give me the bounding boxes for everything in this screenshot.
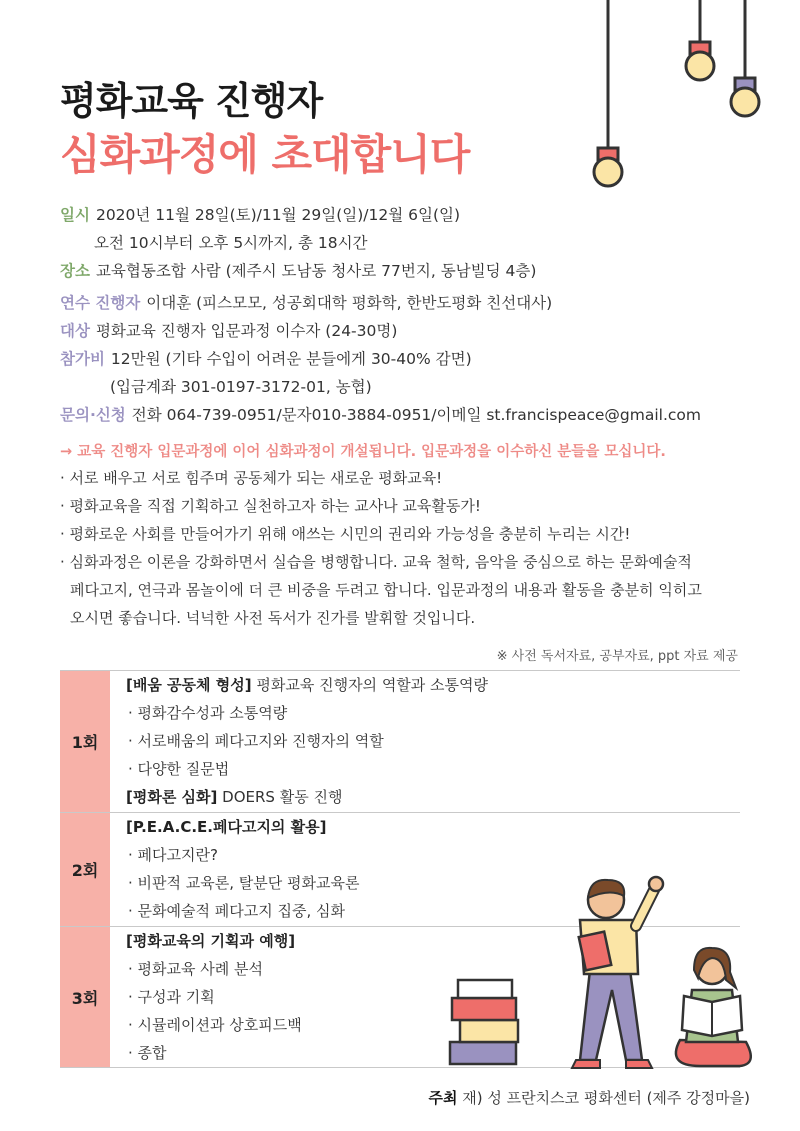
materials-note: ※ 사전 독서자료, 공부자료, ppt 자료 제공 — [496, 649, 738, 664]
title-line-2: 심화과정에 초대합니다 — [60, 130, 470, 179]
info-fee-account: (입금계좌 301-0197-3172-01, 농협) — [110, 378, 372, 396]
session-heading-rest: 평화교육 진행자의 역할과 소통역량 — [251, 676, 489, 694]
session-row-1 — [60, 670, 740, 812]
session-item: · 다양한 질문법 — [128, 760, 230, 778]
info-facilitator — [60, 291, 552, 313]
session-heading-bold: [P.E.A.C.E.페다고지의 활용] — [126, 818, 327, 836]
host-line — [429, 1087, 751, 1108]
session-extra-rest: DOERS 활동 진행 — [217, 788, 343, 806]
session-item: · 비판적 교육론, 탈분단 평화교육론 — [128, 874, 360, 892]
session-heading — [126, 671, 488, 699]
info-contact — [60, 403, 701, 425]
session-item: · 평화감수성과 소통역량 — [128, 704, 288, 722]
host-label: 주최 — [428, 1089, 458, 1107]
book-stack-icon — [450, 980, 518, 1064]
facilitator-label: 연수 진행자 — [60, 294, 141, 312]
session-item: · 종합 — [128, 1044, 167, 1062]
session-heading-bold: [평화교육의 기획과 예행] — [126, 932, 296, 950]
session-item: · 문화예술적 페다고지 집중, 심화 — [128, 902, 345, 920]
session-heading — [126, 927, 302, 955]
info-target — [60, 319, 397, 341]
reading-girl-icon — [676, 948, 751, 1066]
bullet-item-continued: 페다고지, 연극과 몸놀이에 더 큰 비중을 두려고 합니다. 입문과정의 내용과 활동을 충분히 익히고 — [70, 581, 702, 599]
session-item: · 평화교육 사례 분석 — [128, 960, 263, 978]
session-content — [126, 927, 302, 1067]
host-value: 재) 성 프란치스코 평화센터 (제주 강정마을) — [462, 1089, 750, 1107]
bullet-item: · 평화로운 사회를 만들어가기 위해 애쓰는 시민의 권리와 가능성을 충분히 누리는 시간! — [60, 525, 631, 543]
session-extra — [126, 783, 488, 811]
hanging-lamps-illustration — [570, 0, 770, 200]
place-value: 교육협동조합 사람 (제주시 도남동 청사로 77번지, 동남빌딩 4층) — [95, 262, 537, 280]
session-content — [126, 671, 488, 811]
session-extra-bold: [평화론 심화] — [126, 788, 218, 806]
session-label: 3회 — [60, 927, 110, 1067]
info-time: 오전 10시부터 오후 5시까지, 총 18시간 — [94, 234, 368, 252]
session-item: · 서로배움의 페다고지와 진행자의 역할 — [128, 732, 384, 750]
session-label: 1회 — [60, 671, 110, 812]
session-content — [126, 813, 359, 925]
target-label: 대상 — [60, 322, 90, 340]
session-heading-bold: [배움 공동체 형성] — [126, 676, 252, 694]
title-line-1: 평화교육 진행자 — [60, 79, 323, 123]
contact-label: 문의·신청 — [60, 406, 126, 424]
date-value: 2020년 11월 28일(토)/11월 29일(일)/12월 6일(일) — [95, 206, 461, 224]
books-and-people-illustration — [440, 870, 760, 1070]
date-label: 일시 — [60, 206, 90, 224]
place-label: 장소 — [60, 262, 90, 280]
info-place — [60, 259, 536, 281]
session-heading — [126, 813, 359, 841]
contact-value: 전화 064-739-0951/문자010-3884-0951/이메일 st.francispeace@gmail.com — [131, 406, 702, 424]
notice-text: → 교육 진행자 입문과정에 이어 심화과정이 개설됩니다. 입문과정을 이수하신 분들을 모십니다. — [60, 444, 666, 460]
info-fee — [60, 347, 472, 369]
bullet-item: · 서로 배우고 서로 힘주며 공동체가 되는 새로운 평화교육! — [60, 469, 443, 487]
teacher-figure-icon — [572, 877, 663, 1068]
bullet-item: · 평화교육을 직접 기획하고 실천하고자 하는 교사나 교육활동가! — [60, 497, 481, 515]
facilitator-value: 이대훈 (피스모모, 성공회대학 평화학, 한반도평화 친선대사) — [146, 294, 553, 312]
fee-value: 12만원 (기타 수입이 어려운 분들에게 30-40% 감면) — [110, 350, 472, 368]
bullet-item: · 심화과정은 이론을 강화하면서 실습을 병행합니다. 교육 철학, 음악을 중심으로 하는 문화예술적 — [60, 553, 692, 571]
session-item: · 구성과 기획 — [128, 988, 215, 1006]
info-date — [60, 203, 460, 225]
bullet-item-continued: 오시면 좋습니다. 넉넉한 사전 독서가 진가를 발휘할 것입니다. — [70, 609, 476, 627]
session-label: 2회 — [60, 813, 110, 926]
session-item: · 시뮬레이션과 상호피드백 — [128, 1016, 302, 1034]
target-value: 평화교육 진행자 입문과정 이수자 (24-30명) — [95, 322, 398, 340]
session-item: · 페다고지란? — [128, 846, 218, 864]
fee-label: 참가비 — [60, 350, 105, 368]
